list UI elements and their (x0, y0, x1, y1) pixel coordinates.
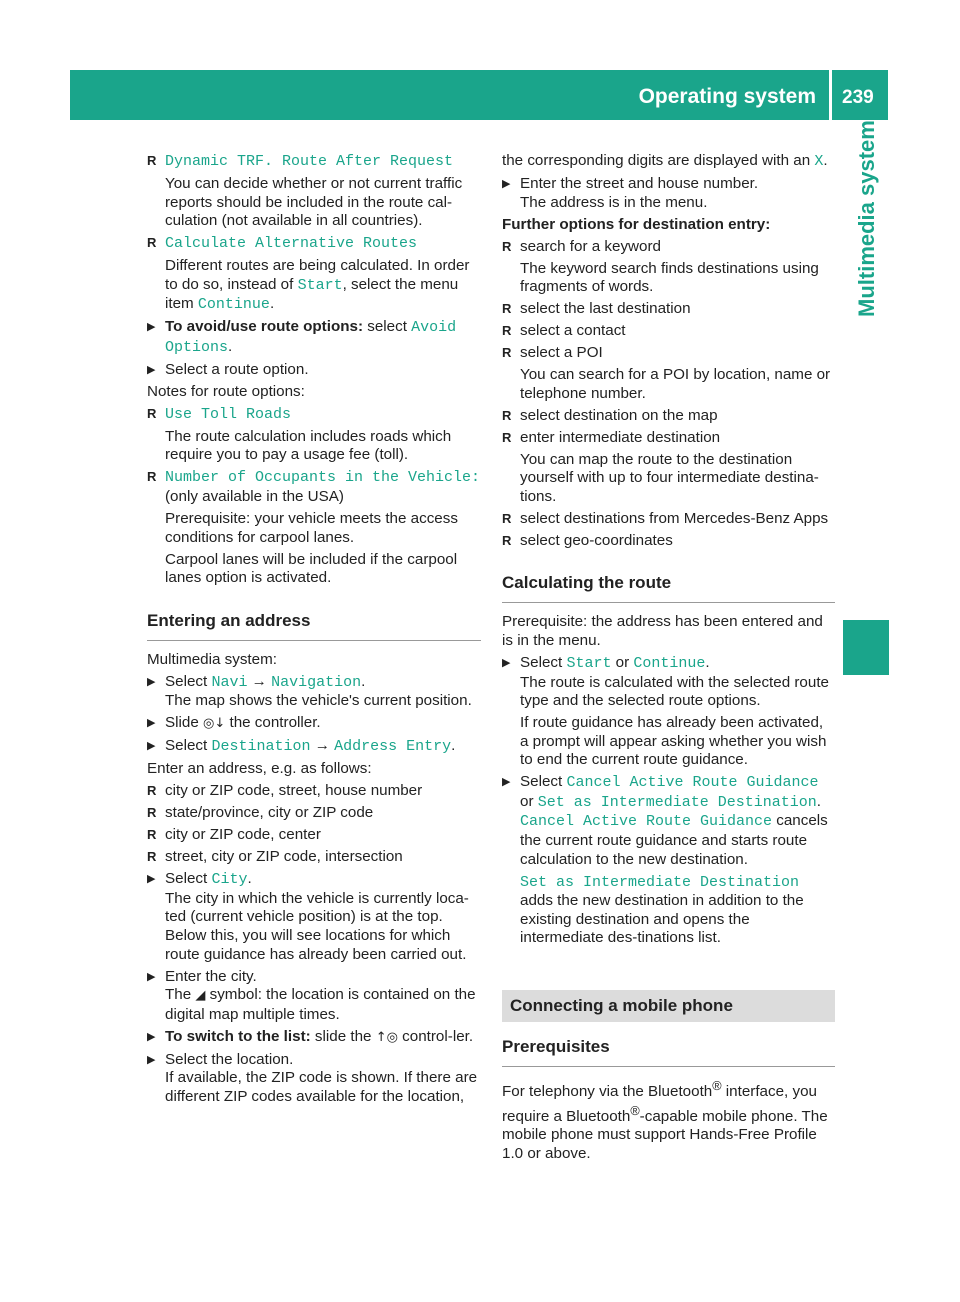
list-item (147, 152, 481, 172)
text: . (361, 672, 366, 690)
text: The route is calculated with the selected route type and the selected route options. (520, 673, 829, 710)
page-header-title: Operating system (638, 85, 816, 108)
paragraph: Prerequisite: your vehicle meets the access conditions for carpool lanes. (165, 510, 458, 546)
list-item: R select geo-coordinates (502, 532, 835, 551)
text: adds the new destination in addition to the existing destination and opens the intermediate des-tinations list. (520, 892, 804, 947)
list-item: R enter intermediate destination (502, 429, 835, 448)
step-title: To avoid/use route options: (165, 318, 364, 336)
menu-item-start: Start (297, 276, 343, 294)
text: or (520, 792, 538, 810)
text: . (247, 870, 252, 888)
text: The city in which the vehicle is currently loca-ted (current vehicle position) is at the top. Below this, you will see locations for which route guidance has already been carried out. (165, 889, 469, 963)
text: Enter the street and house number. (520, 174, 759, 192)
arrow: → (310, 737, 335, 755)
list-item: R state/province, city or ZIP code (147, 804, 481, 823)
list-item: R city or ZIP code, street, house number (147, 782, 481, 801)
text: (only available in the USA) (165, 488, 344, 506)
step (502, 773, 835, 869)
paragraph: The keyword search finds destinations using fragments of words. (520, 259, 819, 296)
text: slide the (310, 1027, 376, 1045)
step (147, 1051, 481, 1107)
list-item: R select a contact (502, 322, 835, 341)
paragraph: You can map the route to the destination yourself with up to four intermediate destina-tions. (520, 450, 819, 505)
controller-slide-icon: ◎↓ (203, 716, 226, 732)
text: . (816, 792, 822, 810)
menu-item-cancel-guidance: Cancel Active Route Guidance (566, 774, 819, 792)
step (502, 175, 835, 212)
list-item: R city or ZIP code, center (147, 826, 481, 845)
paragraph (502, 873, 835, 948)
text: . (451, 737, 456, 755)
registered-mark: ® (712, 1079, 722, 1094)
text: Select (165, 737, 212, 755)
menu-item-navigation: Navigation (271, 673, 362, 691)
text: Select (520, 773, 567, 791)
symbol-x: X (814, 153, 824, 170)
text: select (363, 318, 412, 336)
arrow: → (247, 672, 272, 690)
paragraph: You can decide whether or not current traffic reports should be included in the route cal-culation (not available in all countries). (165, 174, 463, 230)
list-item: R select a POI (502, 344, 835, 363)
list-item: R search for a keyword (502, 238, 835, 257)
text: the controller. (225, 714, 321, 732)
boxed-section-heading: Connecting a mobile phone (502, 990, 835, 1022)
paragraph-heading: Further options for destination entry: (502, 215, 771, 233)
step (147, 737, 481, 757)
menu-item-dynamic-trf: Dynamic TRF. Route After Request (165, 153, 454, 170)
section-heading: Calculating the route (502, 572, 835, 603)
text: -capable mobile phone. The mobile phone must support Hands-Free Profile 1.0 or above. (502, 1107, 828, 1162)
paragraph: Enter an address, e.g. as follows: (147, 760, 372, 778)
text: interface, you require a Bluetooth (502, 1083, 817, 1125)
menu-item-continue: Continue (633, 654, 706, 672)
text: the corresponding digits are displayed with an (502, 152, 815, 169)
paragraph: Multimedia system: (147, 650, 277, 668)
text: . (705, 653, 710, 671)
side-tab-label: Multimedia system (854, 120, 879, 317)
menu-item-destination: Destination (211, 738, 311, 756)
paragraph (147, 257, 481, 315)
side-tab-marker (843, 620, 889, 675)
menu-item-occupants: Number of Occupants in the Vehicle: (165, 469, 481, 487)
text: symbol: the location is contained on the digital map multiple times. (165, 986, 476, 1023)
menu-item-toll-roads: Use Toll Roads (165, 405, 292, 423)
paragraph: Notes for route options: (147, 382, 305, 400)
paragraph: The route calculation includes roads which require you to pay a usage fee (toll). (165, 427, 452, 464)
menu-item-address-entry: Address Entry (334, 738, 452, 756)
menu-item-calc-alt: Calculate Alternative Routes (165, 235, 418, 253)
step (147, 1028, 481, 1048)
paragraph: Prerequisite: the address has been entered and is in the menu. (502, 613, 823, 649)
text: The address is in the menu. (520, 193, 708, 211)
step (502, 654, 835, 711)
text: Enter the city. (165, 967, 257, 985)
menu-item-avoid-options: Avoid Options (165, 319, 457, 356)
step (147, 870, 481, 964)
menu-item-continue: Continue (197, 296, 270, 314)
step (147, 673, 481, 711)
section-heading: Entering an address (147, 610, 481, 641)
text: . (269, 295, 275, 313)
side-tab (843, 120, 889, 670)
step (147, 318, 481, 357)
menu-item-set-intermediate: Set as Intermediate Destination (520, 873, 800, 891)
text: The map shows the vehicle's current position. (165, 692, 472, 710)
list-item: R street, city or ZIP code, intersection (147, 848, 481, 867)
menu-item-cancel-guidance: Cancel Active Route Guidance (520, 813, 773, 831)
step-title: To switch to the list: (165, 1027, 311, 1045)
list-item (147, 405, 481, 425)
text: Slide (165, 714, 203, 732)
paragraph: If route guidance has already been activated, a prompt will appear asking whether you wish to end the current route guidance. (520, 714, 827, 769)
text: or (611, 653, 634, 671)
step (147, 968, 481, 1025)
list-item (147, 234, 481, 254)
menu-item-navi: Navi (211, 673, 248, 691)
header-separator (829, 70, 832, 120)
list-item: R select the last destination (502, 300, 835, 319)
paragraph: Carpool lanes will be included if the carpool lanes option is activated. (165, 550, 458, 587)
step (147, 714, 481, 734)
registered-mark: ® (630, 1103, 640, 1118)
list-item: R select destination on the map (502, 407, 835, 426)
controller-up-icon: ↑◎ (375, 1029, 398, 1045)
text: Select the location. (165, 1050, 294, 1068)
text: . (228, 337, 233, 355)
multiple-location-icon: ◢ (195, 988, 206, 1004)
text: If available, the ZIP code is shown. If there are different ZIP codes available for the location, (165, 1069, 478, 1105)
text: Different routes are being calculated. In order to do so, instead of (165, 257, 470, 293)
text: The (165, 986, 196, 1004)
text: Select (165, 672, 212, 690)
menu-item-start: Start (566, 654, 612, 672)
list-item: R select destinations from Mercedes-Benz Apps (502, 510, 835, 529)
text: Select (165, 870, 212, 888)
paragraph (502, 152, 835, 172)
paragraph: You can search for a POI by location, name or telephone number. (520, 366, 831, 402)
text: . (823, 152, 828, 169)
text: cancels the current route guidance and starts route calculation to the new destination. (520, 812, 828, 868)
text: For telephony via the Bluetooth (502, 1083, 713, 1101)
section-heading: Prerequisites (502, 1036, 835, 1067)
step: ▶ Select a route option. (147, 361, 481, 380)
menu-item-set-intermediate: Set as Intermediate Destination (537, 793, 817, 811)
paragraph (502, 1077, 835, 1164)
text: control-ler. (397, 1027, 474, 1045)
left-column (147, 152, 481, 1110)
text: , select the menu item (165, 275, 459, 313)
right-column (502, 152, 835, 1167)
text: Select (520, 653, 567, 671)
menu-item-city: City (211, 871, 248, 889)
list-item (147, 468, 481, 506)
page-number: 239 (842, 87, 874, 108)
